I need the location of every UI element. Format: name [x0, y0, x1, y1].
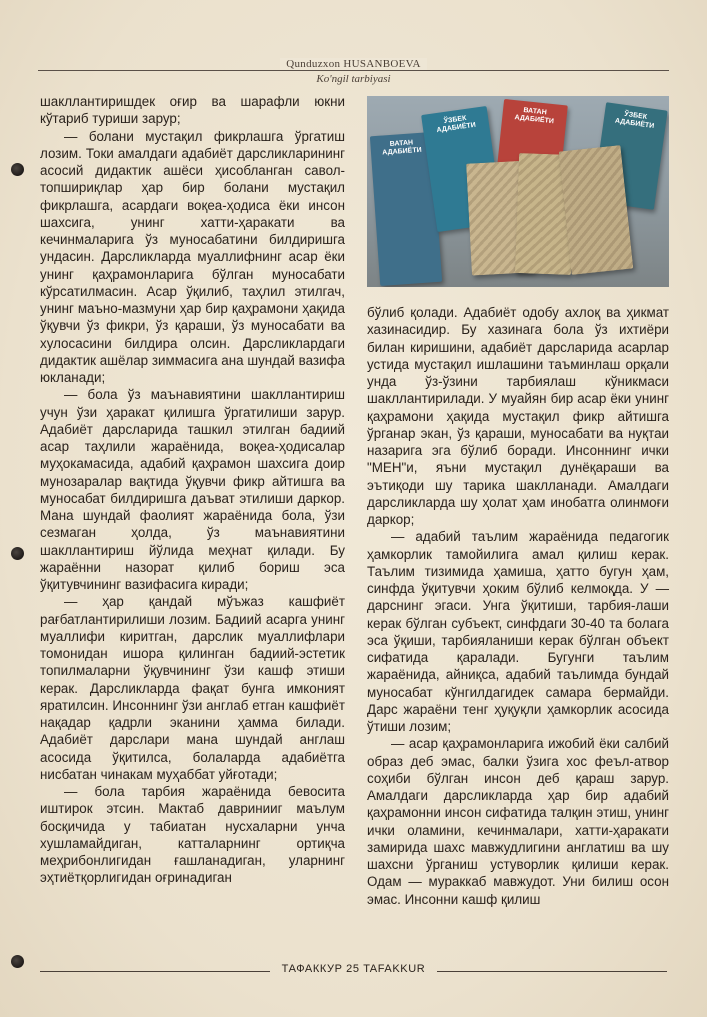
paragraph: — адабий таълим жараёнида педагогик ҳамкорлик тамойилига амал қилиш керак. Таълим тизимида ҳамиша, ҳатто бугун ҳам, синфда ўқитувчи ҳоким бўлиб келмоқда. У — дарснинг эгаси. Унга ўқитиши, тарбия-лаши керак бўлган субъект, синфдаги 30-40 та болага эса ўқиши, тарбияланиши керак бўлган объект сифатида қаралади. Бугунги таълим жараёнида, айниқса, адабий таълимда бундай муносабат кўнгилдагидек самара бермайди. Дарс жараёни тенг ҳуқуқли ҳамкорлик асосида ўтиши лозим; — [367, 529, 669, 734]
paragraph: — ҳар қандай мўъжаз кашфиёт рағбатлантирилиши лозим. Бадиий асарга унинг муаллифи киритган, дарслик муаллифлари томонидан ишора қилинган бадиий-эстетик топилмаларни ўқувчининг ўзи кашф этиши керак. Дарсликларда фақат бунга имконият яратилсин. Инсоннинг ўзи англаб етган кашфиёт нақадар қадрли эканини ҳамма билади. Адабиёт дарслари мана шундай англаш асосида ўқитилса, болаларда адабиётга нисбатан чинакам муҳаббат уйғотади; — [40, 594, 345, 782]
binder-hole — [11, 547, 24, 560]
paragraph: — асар қаҳрамонларига ижобий ёки салбий образ деб эмас, балки ўзига хос феъл-атвор соҳиби бўлган инсон деб қараш зарур. Амалдаги дарсликларда ҳар бир адабий қаҳрамонни инсон сифатида талқин этиш, унинг ички оламини, кечинмалари, хатти-ҳаракати замирида шахс мавжудлигини англатиш ва шу шахсни ўрганиш устуворлик қилиши керак. Одам — мураккаб мавжудот. Уни билиш осон эмас. Инсонни кашф қилиш — [367, 736, 669, 907]
paragraph: — бола тарбия жараёнида бевосита иштирок этсин. Мактаб давринииг маълум босқичида у табиатан нусхаларни унча хушламайдиган, катталарнинг ортиқча меҳрибонлигидан ғашланадиган, уларнинг эҳтиётқорлигидан оғринадиган — [40, 784, 345, 886]
paragraph: — болани мустақил фикрлашга ўргатиш лозим. Токи амалдаги адабиёт дарсликларининг асосий дидактик ашёси ҳисобланган савол-топшириқлар ҳар бир болани мустақил фикрлашга, асардаги воқеа-ҳодиса ёки инсон шахсига, унинг хатти-ҳаракати ва кечинмаларига ўз муносабатини билдиришга ундасин. Дарсликларда муаллифнинг асар ёки унинг қаҳрамонларига бўлган муносабати кўрсатилмасин. Асар ўқилиб, таҳлил этилгач, унинг маъно-мазмуни ҳар бир қаҳрамони ҳақида ўқувчи ўз фикри, ўз қараши, ўз муносабати ва хулосасини билдира олсин. Дарсликлардаги дидактик ашёлар зиммасига ана шундай вазифа юкланади; — [40, 128, 345, 385]
paragraph: бўлиб қолади. Адабиёт одобу ахлоқ ва ҳикмат хазинасидир. Бу хазинага бола ўз ихтиёри билан киришини, адабиёт дарсларида асарлар устида мустақил ишлашини таъминлаш орқали унда ўз-ўзини тарбиялаш кўникмаси шакллантирилади. У муайян бир асар ёки унинг қаҳрамони ҳақида мустақил фикр айтишга ўрганар экан, ўз қараши, муносабати ва нуқтаи назарига эга бўлиб боради. Инсоннинг ички "МЕН"и, яъни мустақил дунёқараши ва эътиқоди шу тарика шаклланади. Амалдаги дарсликларда шу ҳолат ҳам инобатга олинмоғи даркор; — [367, 305, 669, 527]
header-subtitle: Ko'ngil tarbiyasi — [316, 73, 391, 85]
binder-hole — [11, 163, 24, 176]
textbook-cover — [559, 145, 634, 275]
paragraph: — бола ўз маънавиятини шакллантириш учун ўзи ҳаракат қилишга ўргатилиши зарур. Адабиёт дарсларида ташкил этилган бадиий асар таҳлили жараёнида, воқеа-ҳодисалар муҳокамасида, адабий қаҳрамон шахсига доир мунозаралар вақтида ўқувчи фикр айтишга ва муносабат билдиришга даъват этилиши даркор. Мана шундай фаолият жараёнида бола, ўзи сезмаган ҳолда, ўз маънавиятини шакллантириш йўлида меҳнат қилади. Бу жараённи назорат қилиб бориш эса ўқитувчининг вазифасига киради; — [40, 387, 345, 592]
textbook-title: ЎЗБЕК АДАБИЁТИ — [436, 114, 477, 135]
footer-page-mark: ТАФАККУР 25 TAFAKKUR — [281, 963, 426, 975]
left-column — [40, 93, 345, 887]
paragraph: шакллантиришдек оғир ва шарафли юкни кўтариб туриши зарур; — [40, 94, 345, 127]
header-author: Qunduzxon HUSANBOEVA — [280, 58, 426, 70]
textbook-title: ВАТАН АДАБИЁТИ — [514, 107, 555, 126]
textbook-title: ВАТАН АДАБИЁТИ — [382, 139, 422, 157]
textbook-title: ЎЗБЕК АДАБИЁТИ — [614, 110, 655, 131]
textbooks-photo — [367, 96, 669, 287]
right-column — [367, 304, 669, 908]
header-rule — [38, 70, 669, 71]
running-header — [0, 54, 707, 85]
